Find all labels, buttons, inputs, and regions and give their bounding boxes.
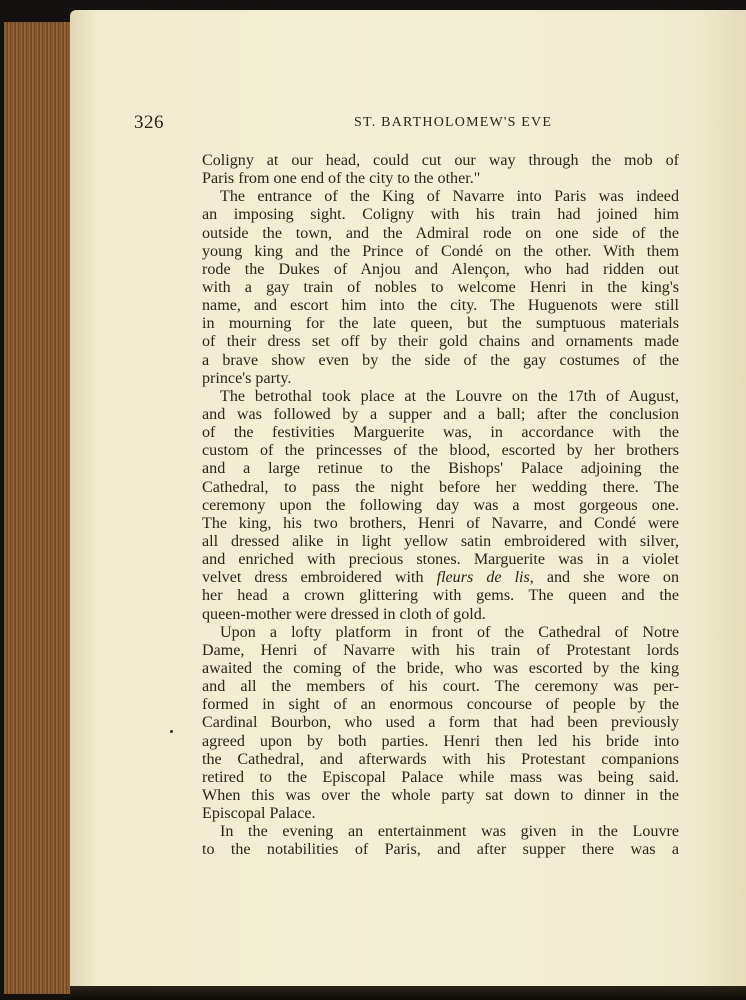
text-line: the Cathedral, and afterwards with his Protestant companions [202, 750, 679, 768]
text-line: all dressed alike in light yellow satin embroidered with silver, [202, 532, 679, 550]
text-line: a brave show even by the side of the gay costumes of the [202, 351, 679, 369]
text-line: The betrothal took place at the Louvre on the 17th of August, [220, 387, 679, 405]
text-line: and a large retinue to the Bishops' Palace adjoining the [202, 460, 679, 478]
text-line: outside the town, and the Admiral rode on one side of the [202, 224, 679, 242]
text-line: and was followed by a supper and a ball; after the conclusion [202, 405, 679, 423]
text-line: Upon a lofty platform in front of the Cathedral of Notre [220, 623, 679, 641]
text-line [202, 569, 679, 587]
book-page-edges [4, 22, 72, 994]
text-line: Cardinal Bourbon, who used a form that had been previously [202, 714, 679, 732]
italic-phrase: fleurs de lis [436, 569, 530, 587]
text-line: Cathedral, to pass the night before her wedding there. The [202, 478, 679, 496]
text-line: Coligny at our head, could cut our way through the mob of [202, 152, 679, 169]
text-line: Episcopal Palace. [202, 805, 316, 823]
page-header [134, 112, 680, 136]
text-line: agreed upon by both parties. Henri then led his bride into [202, 732, 679, 750]
text-line: In the evening an entertainment was given in the Louvre [220, 823, 679, 841]
text-line: of their dress set off by their gold chains and ornaments made [202, 333, 679, 351]
text-line: name, and escort him into the city. The Huguenots were still [202, 297, 679, 315]
text-line: rode the Dukes of Anjou and Alençon, who had ridden out [202, 260, 679, 278]
text-line: When this was over the whole party sat down to dinner in the [202, 786, 679, 804]
text-line: and all the members of his court. The ceremony was per- [202, 678, 679, 696]
text-line: in mourning for the late queen, but the sumptuous materials [202, 315, 679, 333]
text-line: of the festivities Marguerite was, in accordance with the [202, 424, 679, 442]
text-line: The king, his two brothers, Henri of Navarre, and Condé were [202, 514, 679, 532]
text-line: with a gay train of nobles to welcome Henri in the king's [202, 278, 679, 296]
text-line: formed in sight of an enormous concourse of people by the [202, 696, 679, 714]
text-line: Dame, Henri of Navarre with his train of Protestant lords [202, 641, 679, 659]
running-title: ST. BARTHOLOMEW'S EVE [354, 115, 553, 130]
text-line: The entrance of the King of Navarre into Paris was indeed [220, 188, 679, 206]
text-line: an imposing sight. Coligny with his train had joined him [202, 206, 679, 224]
text-line: young king and the Prince of Condé on the other. With them [202, 242, 679, 260]
page-number: 326 [134, 112, 164, 133]
text-line: her head a crown glittering with gems. The queen and the [202, 587, 679, 605]
text-line: awaited the coming of the bride, who was escorted by the king [202, 659, 679, 677]
text-line: to the notabilities of Paris, and after supper there was a [202, 841, 679, 859]
body-text [202, 152, 679, 859]
text-line: queen-mother were dressed in cloth of gold. [202, 605, 486, 623]
text-line: ceremony upon the following day was a most gorgeous one. [202, 496, 679, 514]
page-bottom-shadow [70, 986, 746, 1000]
paper-speck [170, 730, 173, 733]
text-run: , and she wore on [529, 569, 680, 587]
text-line: custom of the princesses of the blood, escorted by her brothers [202, 442, 679, 460]
text-line: retired to the Episcopal Palace while mass was being said. [202, 768, 679, 786]
text-run: velvet dress embroidered with [202, 569, 437, 587]
text-line: prince's party. [202, 369, 292, 387]
text-line: Paris from one end of the city to the other." [202, 170, 481, 188]
text-line: and enriched with precious stones. Marguerite was in a violet [202, 551, 679, 569]
